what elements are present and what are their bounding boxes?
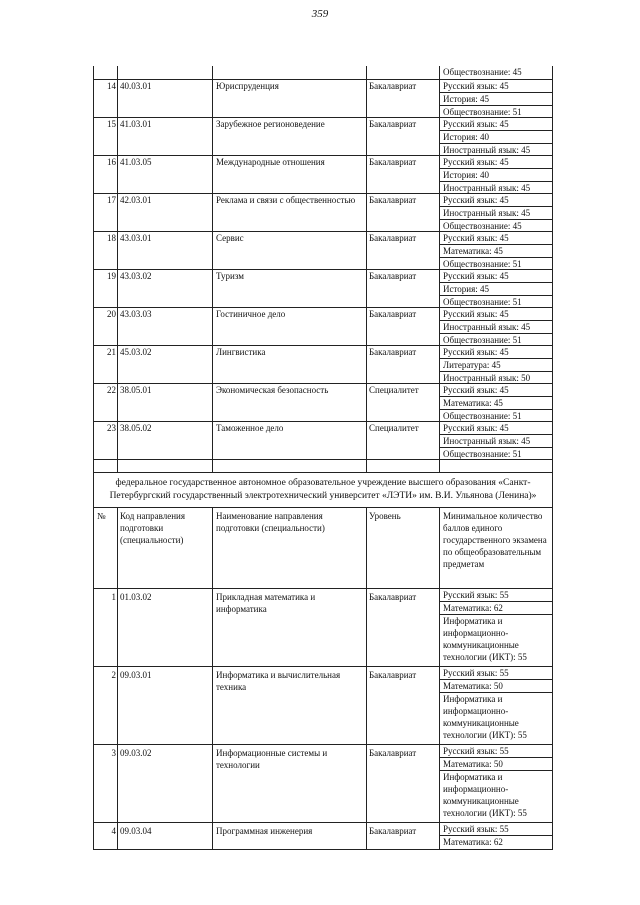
row-num: 3 (94, 745, 118, 822)
table-row (93, 80, 553, 118)
row-num: 22 (94, 384, 118, 421)
exam-entry: Обществознание: 45 (443, 221, 522, 231)
exam-entry: История: 40 (440, 131, 552, 144)
table-row (93, 745, 553, 823)
table-row (93, 823, 553, 850)
row-name: Зарубежное регионоведение (213, 118, 367, 155)
exam-list (440, 232, 552, 269)
exam-list (440, 667, 552, 744)
exam-entry: Русский язык: 55 (440, 589, 552, 602)
row-name: Информатика и вычислительная техника (213, 667, 367, 744)
row-num: 18 (94, 232, 118, 269)
exam-entry: История: 40 (440, 169, 552, 182)
row-name: Юриспруденция (213, 80, 367, 117)
row-level: Специалитет (367, 384, 440, 421)
page-number: 359 (311, 8, 329, 20)
table-header (93, 508, 553, 589)
row-code: 09.03.02 (118, 745, 213, 822)
row-level: Бакалавриат (367, 194, 440, 231)
header-num: № (94, 508, 118, 588)
row-code: 38.05.01 (118, 384, 213, 421)
exam-list (440, 270, 552, 307)
row-level: Бакалавриат (367, 667, 440, 744)
row-code: 45.03.02 (118, 346, 213, 383)
exam-entry: Обществознание: 45 (443, 67, 522, 77)
exam-entry: Иностранный язык: 50 (443, 373, 531, 383)
exam-entry: Русский язык: 45 (440, 194, 552, 207)
row-name: Сервис (213, 232, 367, 269)
row-code: 42.03.01 (118, 194, 213, 231)
header-exams: Минимальное количество баллов единого государственного экзамена по общеобразовательным предметам (443, 511, 547, 569)
row-level: Бакалавриат (367, 270, 440, 307)
row-code: 41.03.05 (118, 156, 213, 193)
exam-entry: История: 45 (440, 93, 552, 106)
table-row (93, 346, 553, 384)
exam-entry: Математика: 45 (440, 397, 552, 410)
table-row (93, 66, 553, 80)
exam-list (440, 308, 552, 345)
exam-entry: Русский язык: 55 (440, 745, 552, 758)
row-code: 41.03.01 (118, 118, 213, 155)
row-level: Специалитет (367, 422, 440, 459)
row-level: Бакалавриат (367, 156, 440, 193)
exam-entry: Иностранный язык: 45 (440, 435, 552, 448)
exam-entry: Математика: 50 (440, 758, 552, 771)
exam-list (440, 194, 552, 231)
row-name: Международные отношения (213, 156, 367, 193)
header-name: Наименование направления подготовки (специальности) (213, 508, 367, 588)
row-level: Бакалавриат (367, 589, 440, 666)
row-num: 17 (94, 194, 118, 231)
exam-entry: Русский язык: 55 (440, 667, 552, 680)
exam-list (440, 823, 552, 849)
table-row (93, 194, 553, 232)
exam-entry: Обществознание: 51 (443, 259, 522, 269)
table-row (93, 589, 553, 667)
row-level: Бакалавриат (367, 823, 440, 849)
row-level: Бакалавриат (367, 118, 440, 155)
exam-entry: Обществознание: 51 (443, 297, 522, 307)
exam-entry: Обществознание: 51 (443, 449, 522, 459)
exam-entry: Русский язык: 45 (440, 346, 552, 359)
exam-list (440, 80, 552, 117)
university-heading: федеральное государственное автономное образовательное учреждение высшего образования «Санкт-Петербургский государственный электротехнический университет «ЛЭТИ» им. В.И. Ульянова (Ленина)» (93, 473, 553, 508)
exam-entry: Русский язык: 45 (440, 384, 552, 397)
row-num: 15 (94, 118, 118, 155)
exam-entry: Информатика и информационно-коммуникационные технологии (ИКТ): 55 (443, 772, 527, 818)
row-name: Таможенное дело (213, 422, 367, 459)
row-name: Лингвистика (213, 346, 367, 383)
row-code: 09.03.01 (118, 667, 213, 744)
exam-entry: Русский язык: 45 (440, 156, 552, 169)
exam-entry: Обществознание: 51 (443, 411, 522, 421)
table-row (93, 384, 553, 422)
row-code: 38.05.02 (118, 422, 213, 459)
exam-entry: Обществознание: 51 (443, 107, 522, 117)
row-num: 23 (94, 422, 118, 459)
row-code: 09.03.04 (118, 823, 213, 849)
row-num: 16 (94, 156, 118, 193)
row-name: Программная инженерия (213, 823, 367, 849)
row-name: Туризм (213, 270, 367, 307)
exam-list (440, 384, 552, 421)
exam-entry: Русский язык: 45 (440, 232, 552, 245)
row-name: Реклама и связи с общественностью (213, 194, 367, 231)
exam-entry: Русский язык: 45 (440, 422, 552, 435)
exam-entry: Математика: 62 (440, 602, 552, 615)
exam-entry: Математика: 45 (440, 245, 552, 258)
exam-entry: Русский язык: 55 (440, 823, 552, 836)
row-level: Бакалавриат (367, 232, 440, 269)
row-code: 40.03.01 (118, 80, 213, 117)
table-row (93, 270, 553, 308)
row-level: Бакалавриат (367, 308, 440, 345)
row-code: 43.03.02 (118, 270, 213, 307)
table-row-empty (93, 460, 553, 473)
row-code: 43.03.01 (118, 232, 213, 269)
row-num: 20 (94, 308, 118, 345)
exam-entry: Русский язык: 45 (440, 308, 552, 321)
row-level: Бакалавриат (367, 80, 440, 117)
exam-entry: Иностранный язык: 45 (443, 183, 531, 193)
row-level: Бакалавриат (367, 346, 440, 383)
exam-entry: Иностранный язык: 45 (440, 321, 552, 334)
exam-list (440, 589, 552, 666)
row-num: 1 (94, 589, 118, 666)
row-num: 4 (94, 823, 118, 849)
table-row (93, 156, 553, 194)
row-num: 2 (94, 667, 118, 744)
header-code: Код направления подготовки (специальности) (118, 508, 213, 588)
table-row (93, 667, 553, 745)
exam-entry: Русский язык: 45 (440, 270, 552, 283)
exam-list (440, 156, 552, 193)
row-code: 01.03.02 (118, 589, 213, 666)
exam-entry: Информатика и информационно-коммуникационные технологии (ИКТ): 55 (443, 616, 527, 662)
table-row (93, 232, 553, 270)
exam-list (440, 118, 552, 155)
exam-list (440, 422, 552, 459)
exam-entry: Русский язык: 45 (440, 118, 552, 131)
table-row (93, 118, 553, 156)
exam-entry: Обществознание: 51 (443, 335, 522, 345)
exam-list (440, 346, 552, 383)
row-name: Прикладная математика и информатика (213, 589, 367, 666)
row-num: 21 (94, 346, 118, 383)
exam-entry: Математика: 50 (440, 680, 552, 693)
table-row (93, 308, 553, 346)
row-level: Бакалавриат (367, 745, 440, 822)
row-name: Информационные системы и технологии (213, 745, 367, 822)
exam-entry: Информатика и информационно-коммуникационные технологии (ИКТ): 55 (443, 694, 527, 740)
row-name: Экономическая безопасность (213, 384, 367, 421)
exam-entry: Литература: 45 (440, 359, 552, 372)
header-level: Уровень (367, 508, 440, 588)
exam-entry: Иностранный язык: 45 (440, 207, 552, 220)
exam-entry: Иностранный язык: 45 (443, 145, 531, 155)
table-row (93, 422, 553, 460)
admission-table (93, 66, 553, 850)
exam-list (440, 745, 552, 822)
row-name: Гостиничное дело (213, 308, 367, 345)
row-num: 19 (94, 270, 118, 307)
exam-entry: Русский язык: 45 (440, 80, 552, 93)
exam-entry: Математика: 62 (443, 837, 503, 847)
row-num: 14 (94, 80, 118, 117)
row-code: 43.03.03 (118, 308, 213, 345)
exam-entry: История: 45 (440, 283, 552, 296)
